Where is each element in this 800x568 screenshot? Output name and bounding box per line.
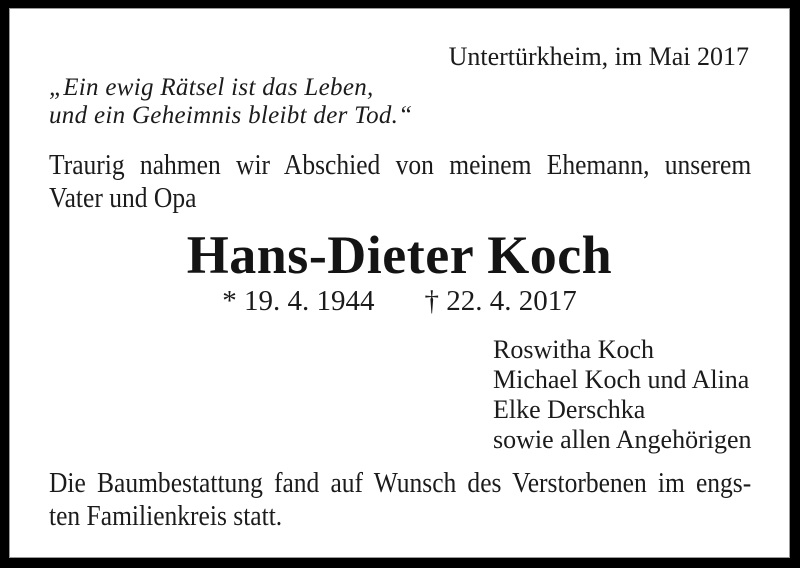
mourners-closing-line: sowie allen Angehörigen (493, 425, 752, 454)
mourner-name: Michael Koch und Alina (493, 365, 750, 394)
closing-line-1: Die Baumbestattung fand auf Wunsch des Verstorbenen im engs- (49, 467, 752, 499)
deceased-name: Hans-Dieter Koch (186, 225, 613, 285)
closing-paragraph (49, 467, 751, 533)
life-dates (10, 285, 789, 317)
death-notice (9, 8, 790, 558)
mourner-name: Elke Derschka (493, 395, 646, 424)
closing-line-2: ten Familienkreis statt. (49, 500, 283, 532)
intro-paragraph (49, 149, 751, 215)
epigraph-line-1: „Ein ewig Rätsel ist das Leben, (49, 74, 374, 101)
mourners-list (493, 335, 752, 455)
intro-line-2: Vater und Opa (49, 182, 197, 214)
intro-line-1: Traurig nahmen wir Abschied von meinem Ehemann, unserem (49, 149, 752, 181)
birth-date: * 19. 4. 1944 (222, 285, 375, 317)
epigraph-line-2: und ein Geheimnis bleibt der Tod.“ (49, 102, 413, 129)
death-date: † 22. 4. 2017 (424, 285, 577, 317)
epigraph-quote (49, 74, 412, 130)
place-and-date-line: Untertürkheim, im Mai 2017 (448, 42, 749, 71)
mourner-name: Roswitha Koch (493, 335, 655, 364)
